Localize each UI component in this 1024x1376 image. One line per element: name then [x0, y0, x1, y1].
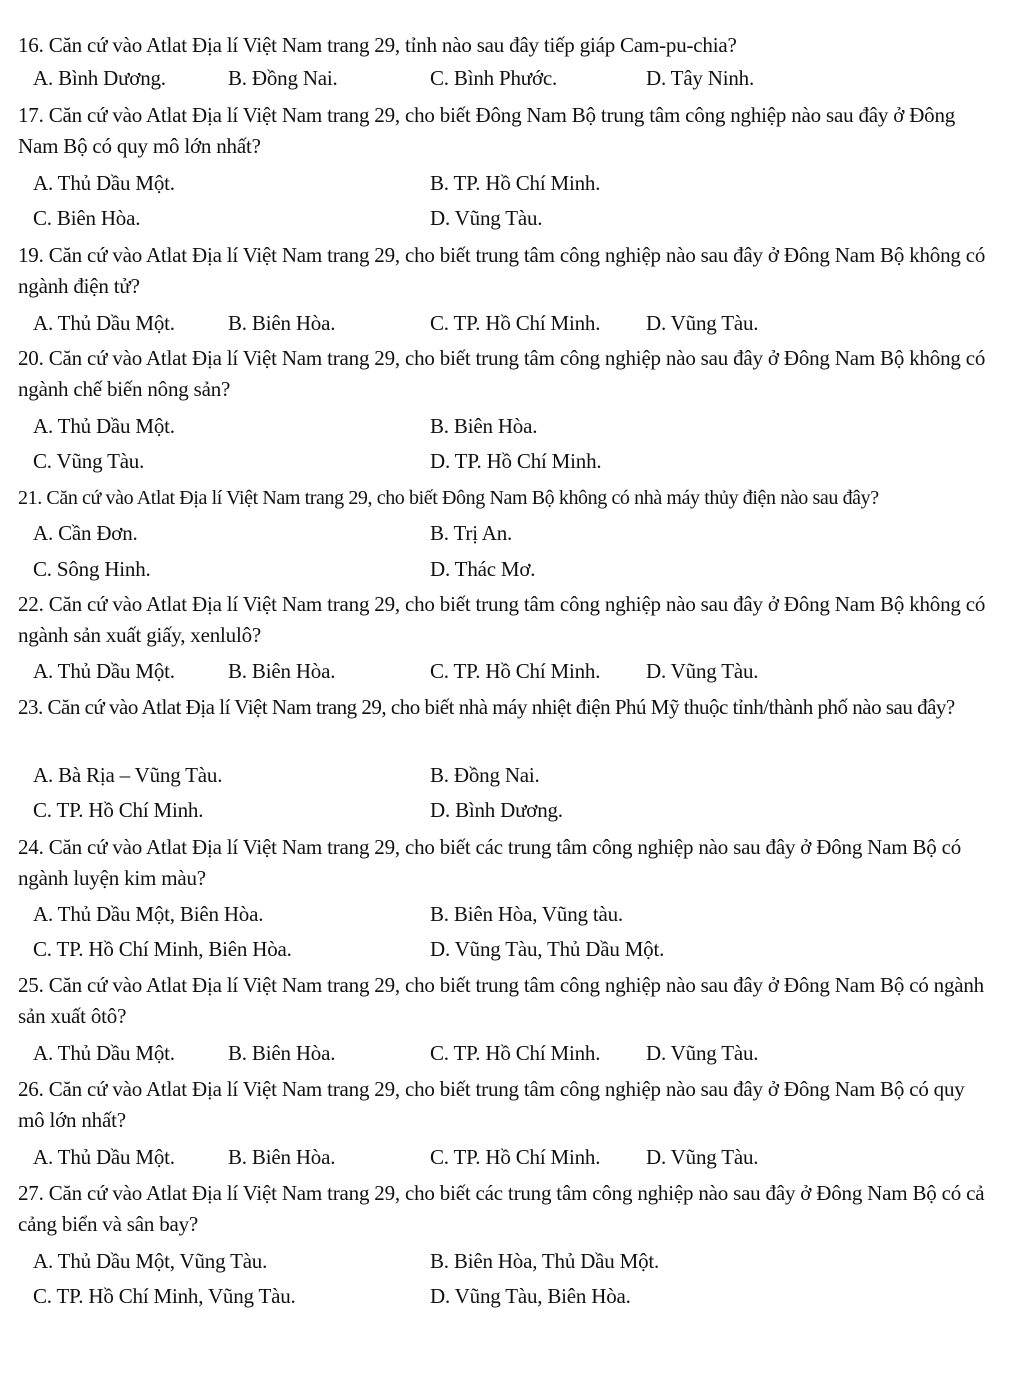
- question-26-option-a: A. Thủ Dầu Một.: [33, 1145, 175, 1169]
- question-26-option-d: D. Vũng Tàu.: [646, 1145, 759, 1169]
- question-25-option-c: C. TP. Hồ Chí Minh.: [430, 1041, 601, 1065]
- question-17-option-b: B. TP. Hồ Chí Minh.: [430, 171, 601, 195]
- question-23-option-b: B. Đồng Nai.: [430, 763, 540, 787]
- question-27-options-row-1: [33, 1245, 993, 1277]
- question-27-option-b: B. Biên Hòa, Thủ Dầu Một.: [430, 1249, 660, 1273]
- question-21-option-c: C. Sông Hinh.: [33, 557, 151, 581]
- question-20-option-d: D. TP. Hồ Chí Minh.: [430, 449, 602, 473]
- question-16-option-d: D. Tây Ninh.: [646, 66, 755, 90]
- question-19-option-b: B. Biên Hòa.: [228, 311, 336, 335]
- question-22-option-a: A. Thủ Dầu Một.: [33, 659, 175, 683]
- question-24-options-row-1: [33, 898, 993, 930]
- question-25-option-a: A. Thủ Dầu Một.: [33, 1041, 175, 1065]
- question-25-option-d: D. Vũng Tàu.: [646, 1041, 759, 1065]
- question-22-options: [33, 655, 993, 687]
- question-17-option-c: C. Biên Hòa.: [33, 206, 141, 230]
- question-26-text: 26. Căn cứ vào Atlat Địa lí Việt Nam trang 29, cho biết trung tâm công nghiệp nào sau đây ở Đông Nam Bộ có quy mô lớn nhất?: [18, 1077, 965, 1132]
- question-21-options-row-2: [33, 553, 993, 585]
- question-20-option-b: B. Biên Hòa.: [430, 414, 538, 438]
- question-17-options-row-2: [33, 202, 993, 234]
- question-21-option-b: B. Trị An.: [430, 521, 513, 545]
- question-24-option-d: D. Vũng Tàu, Thủ Dầu Một.: [430, 937, 665, 961]
- question-17-options-row-1: [33, 167, 993, 199]
- question-17-text: 17. Căn cứ vào Atlat Địa lí Việt Nam trang 29, cho biết Đông Nam Bộ trung tâm công nghiệp nào sau đây ở Đông Nam Bộ có quy mô lớn nhất?: [18, 103, 956, 158]
- question-19-option-d: D. Vũng Tàu.: [646, 311, 759, 335]
- question-17-option-d: D. Vũng Tàu.: [430, 206, 543, 230]
- question-25-option-b: B. Biên Hòa.: [228, 1041, 336, 1065]
- question-23-option-a: A. Bà Rịa – Vũng Tàu.: [33, 763, 223, 787]
- question-17-option-a: A. Thủ Dầu Một.: [33, 171, 175, 195]
- question-19-option-a: A. Thủ Dầu Một.: [33, 311, 175, 335]
- question-26-option-b: B. Biên Hòa.: [228, 1145, 336, 1169]
- question-27-option-c: C. TP. Hồ Chí Minh, Vũng Tàu.: [33, 1284, 296, 1308]
- question-27-options-row-2: [33, 1280, 993, 1312]
- question-16-option-c: C. Bình Phước.: [430, 66, 558, 90]
- question-24-options-row-2: [33, 933, 993, 965]
- question-19-text: 19. Căn cứ vào Atlat Địa lí Việt Nam trang 29, cho biết trung tâm công nghiệp nào sau đây ở Đông Nam Bộ không có ngành điện tử?: [18, 243, 986, 298]
- question-19-option-c: C. TP. Hồ Chí Minh.: [430, 311, 601, 335]
- question-26-option-c: C. TP. Hồ Chí Minh.: [430, 1145, 601, 1169]
- question-23-option-c: C. TP. Hồ Chí Minh.: [33, 798, 204, 822]
- question-20-options-row-2: [33, 445, 993, 477]
- question-25-text: 25. Căn cứ vào Atlat Địa lí Việt Nam trang 29, cho biết trung tâm công nghiệp nào sau đây ở Đông Nam Bộ có ngành sản xuất ôtô?: [18, 973, 984, 1028]
- question-27-option-a: A. Thủ Dầu Một, Vũng Tàu.: [33, 1249, 268, 1273]
- question-22-option-d: D. Vũng Tàu.: [646, 659, 759, 683]
- question-19-options: [33, 307, 993, 339]
- question-22-option-c: C. TP. Hồ Chí Minh.: [430, 659, 601, 683]
- question-23-option-d: D. Bình Dương.: [430, 798, 563, 822]
- question-16-options: [33, 62, 993, 94]
- question-23-text: 23. Căn cứ vào Atlat Địa lí Việt Nam trang 29, cho biết nhà máy nhiệt điện Phú Mỹ thuộc tỉnh/thành phố nào sau đây?: [18, 695, 955, 719]
- question-22-text: 22. Căn cứ vào Atlat Địa lí Việt Nam trang 29, cho biết trung tâm công nghiệp nào sau đây ở Đông Nam Bộ không có ngành sản xuất giấy, xenlulô?: [18, 592, 986, 647]
- question-24-option-b: B. Biên Hòa, Vũng tàu.: [430, 902, 623, 926]
- question-24-option-a: A. Thủ Dầu Một, Biên Hòa.: [33, 902, 264, 926]
- question-26-options: [33, 1141, 993, 1173]
- question-16-text: 16. Căn cứ vào Atlat Địa lí Việt Nam trang 29, tỉnh nào sau đây tiếp giáp Cam-pu-chia?: [18, 33, 737, 57]
- question-27-text: 27. Căn cứ vào Atlat Địa lí Việt Nam trang 29, cho biết các trung tâm công nghiệp nào sau đây ở Đông Nam Bộ có cả cảng biển và sân bay?: [18, 1181, 985, 1236]
- question-22-option-b: B. Biên Hòa.: [228, 659, 336, 683]
- question-21-options-row-1: [33, 517, 993, 549]
- question-16-option-a: A. Bình Dương.: [33, 66, 166, 90]
- question-24-text: 24. Căn cứ vào Atlat Địa lí Việt Nam trang 29, cho biết các trung tâm công nghiệp nào sau đây ở Đông Nam Bộ có ngành luyện kim màu?: [18, 835, 962, 890]
- question-21-option-d: D. Thác Mơ.: [430, 557, 536, 581]
- question-16-option-b: B. Đồng Nai.: [228, 66, 338, 90]
- question-27-option-d: D. Vũng Tàu, Biên Hòa.: [430, 1284, 631, 1308]
- question-21-text: 21. Căn cứ vào Atlat Địa lí Việt Nam trang 29, cho biết Đông Nam Bộ không có nhà máy thủy điện nào sau đây?: [18, 487, 879, 509]
- question-24-option-c: C. TP. Hồ Chí Minh, Biên Hòa.: [33, 937, 292, 961]
- question-21-option-a: A. Cần Đơn.: [33, 521, 138, 545]
- question-20-options-row-1: [33, 410, 993, 442]
- question-20-option-a: A. Thủ Dầu Một.: [33, 414, 175, 438]
- question-23-options-row-1: [33, 759, 993, 791]
- question-20-option-c: C. Vũng Tàu.: [33, 449, 145, 473]
- question-20-text: 20. Căn cứ vào Atlat Địa lí Việt Nam trang 29, cho biết trung tâm công nghiệp nào sau đây ở Đông Nam Bộ không có ngành chế biến nông sản?: [18, 346, 986, 401]
- question-25-options: [33, 1037, 993, 1069]
- question-23-options-row-2: [33, 794, 993, 826]
